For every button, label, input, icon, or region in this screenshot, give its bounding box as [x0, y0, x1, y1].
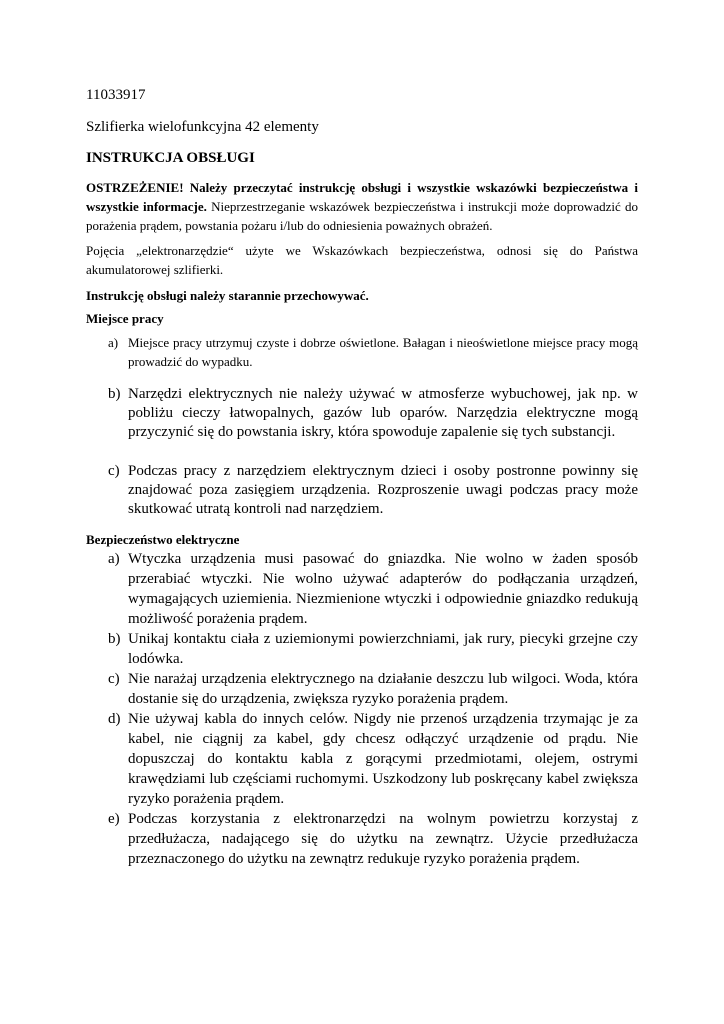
list-item — [86, 709, 638, 809]
list-item — [86, 333, 638, 371]
list-item-text: Nie używaj kabla do innych celów. Nigdy nie przenoś urządzenia trzymając je za kabel, nie ciągnij za kabel, gdy chcesz odłączyć urządzenie od prądu. Nie dopuszczaj do kontaktu kabla z gorącymi przedmiotami, olejem, ostrymi krawędziami lub częściami ruchomymi. Uszkodzony lub poskręcany kabel zwiększa ryzyko porażenia prądem. — [128, 711, 638, 807]
list-item — [86, 385, 638, 442]
product-name: Szlifierka wielofunkcyjna 42 elementy — [86, 119, 319, 135]
list-marker: b) — [108, 631, 121, 647]
list-item-text: Narzędzi elektrycznych nie należy używać w atmosferze wybuchowej, jak np. w pobliżu cieczy łatwopalnych, gazów lub oparów. Narzędzia elektryczne mogą przyczynić się do powstania iskry, która spowoduje zapalenie się tych substancji. — [128, 386, 638, 440]
section-heading-electrical: Bezpieczeństwo elektryczne — [86, 532, 240, 547]
list-marker: e) — [108, 811, 120, 827]
list-item — [86, 462, 638, 519]
keep-manual-note: Instrukcję obsługi należy starannie przechowywać. — [86, 288, 369, 303]
list-marker: b) — [108, 386, 121, 402]
warning-paragraph — [86, 178, 638, 235]
electrical-safety-list — [86, 549, 638, 869]
document-title: INSTRUKCJA OBSŁUGI — [86, 150, 255, 166]
warning-bold-text: OSTRZEŻENIE! Należy przeczytać instrukcję obsługi i wszystkie wskazówki bezpieczeństwa i wszystkie informacje. — [86, 180, 638, 214]
list-item — [86, 629, 638, 669]
product-code: 11033917 — [86, 87, 146, 103]
list-marker: a) — [108, 335, 119, 350]
list-item-text: Unikaj kontaktu ciała z uziemionymi powierzchniami, jak rury, piecyki grzejne czy lodówka. — [128, 631, 638, 667]
list-item-text: Podczas pracy z narzędziem elektrycznym dzieci i osoby postronne powinny się znajdować poza zasięgiem urządzenia. Rozproszenie uwagi podczas pracy może skutkować utratą kontroli nad narzędziem. — [128, 463, 638, 517]
list-item — [86, 809, 638, 869]
list-marker: c) — [108, 671, 120, 687]
work-area-list — [86, 333, 638, 519]
warning-text: Nieprzestrzeganie wskazówek bezpieczeństwa i instrukcji może doprowadzić do porażenia prądem, powstania pożaru i/lub do odniesienia poważnych obrażeń. — [86, 199, 639, 233]
section-heading-work-area: Miejsce pracy — [86, 311, 164, 326]
list-marker: a) — [108, 551, 120, 567]
list-item-text: Nie narażaj urządzenia elektrycznego na działanie deszczu lub wilgoci. Woda, która dostanie się do urządzenia, zwiększa ryzyko porażenia prądem. — [128, 671, 638, 707]
list-marker: d) — [108, 711, 121, 727]
list-item-text: Wtyczka urządzenia musi pasować do gniazdka. Nie wolno w żaden sposób przerabiać wtyczki. Nie wolno używać adapterów do podłączania urządzeń, wymagających uziemienia. Niezmienione wtyczki i odpowiednie gniazdko redukują możliwość porażenia prądem. — [128, 551, 638, 627]
definition-paragraph: Pojęcia „elektronarzędzie“ użyte we Wskazówkach bezpieczeństwa, odnosi się do Państwa akumulatorowej szlifierki. — [86, 243, 638, 277]
list-item — [86, 669, 638, 709]
list-marker: c) — [108, 463, 120, 479]
list-item-text: Miejsce pracy utrzymuj czyste i dobrze oświetlone. Bałagan i nieoświetlone miejsce pracy mogą prowadzić do wypadku. — [128, 335, 638, 369]
list-item-text: Podczas korzystania z elektronarzędzi na wolnym powietrzu korzystaj z przedłużacza, nadającego się do użytku na zewnątrz. Użycie przedłużacza przeznaczonego do użytku na zewnątrz redukuje ryzyko porażenia prądem. — [128, 811, 638, 867]
list-item — [86, 549, 638, 629]
document-page — [86, 86, 638, 869]
